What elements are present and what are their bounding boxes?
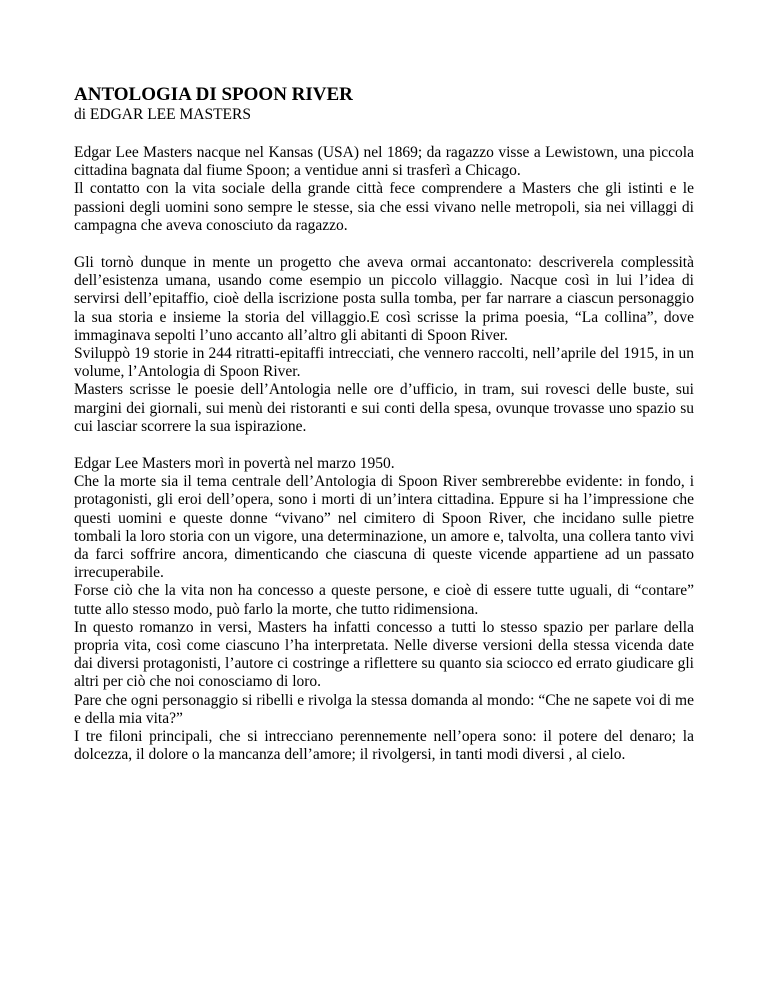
paragraph-equality: Forse ciò che la vita non ha concesso a queste persone, e cioè di essere tutte uguali, di “contare” tutte allo stesso modo, può farlo la morte, che tutto ridimensiona.	[74, 582, 694, 618]
paragraph-question: Pare che ogni personaggio si ribelli e rivolga la stessa domanda al mondo: “Che ne sapete voi di me e della mia vita?”	[74, 691, 694, 727]
section-gap	[74, 436, 694, 455]
paragraph-verse-novel: In questo romanzo in versi, Masters ha infatti concesso a tutti lo stesso spazio per parlare della propria vita, così come ciascuno l’ha interpretata. Nelle diverse versioni della stessa vicenda date dai diversi protagonisti, l’autore ci costringe a riflettere su quanto sia sciocco ed errato giudicare gli altri per ciò che noi conosciamo di loro.	[74, 618, 694, 691]
document-body	[74, 84, 694, 765]
paragraph-themes: I tre filoni principali, che si intrecciano perennemente nell’opera sono: il potere del denaro; la dolcezza, il dolore o la mancanza dell’amore; il rivolgersi, in tanti modi diversi , al cielo.	[74, 728, 694, 764]
paragraph-project: Gli tornò dunque in mente un progetto che aveva ormai accantonato: descriverela complessità dell’esistenza umana, usando come esempio un piccolo villaggio. Nacque così in lui l’idea di servirsi dell’epitaffio, cioè della iscrizione posta sulla tomba, per far narrare a ciascun personaggio la sua storia e insieme la storia del villaggio.E così scrisse la prima poesia, “La collina”, dove immaginava sepolti l’uno accanto all’altro gli abitanti di Spoon River.	[74, 254, 694, 344]
paragraph-death: Edgar Lee Masters morì in povertà nel marzo 1950.	[74, 455, 395, 473]
paragraph-stories: Sviluppò 19 storie in 244 ritratti-epitaffi intrecciati, che vennero raccolti, nell’aprile del 1915, in un volume, l’Antologia di Spoon River.	[74, 345, 694, 381]
paragraph-writing-habits: Masters scrisse le poesie dell’Antologia nelle ore d’ufficio, in tram, sui rovesci delle buste, sui margini dei giornali, sui menù dei ristoranti e sui conti della spesa, ovunque trovasse uno spazio su cui lasciar scorrere la sua ispirazione.	[74, 381, 694, 435]
document-title: ANTOLOGIA DI SPOON RIVER	[74, 84, 353, 105]
paragraph-birth: Edgar Lee Masters nacque nel Kansas (USA) nel 1869; da ragazzo visse a Lewistown, una piccola cittadina bagnata dal fiume Spoon; a ventidue anni si trasferì a Chicago.	[74, 144, 694, 180]
paragraph-central-theme: Che la morte sia il tema centrale dell’Antologia di Spoon River sembrerebbe evidente: in fondo, i protagonisti, gli eroi dell’opera, sono i morti di un’intera cittadina. Eppure si ha l’impressione che questi uomini e queste donne “vivano” nel cimitero di Spoon River, che incidano sulle pietre tombali la loro storia con un vigore, una determinazione, un amore e, talvolta, una collera tanto vivi da farci soffrire ancora, dimenticando che ciascuna di queste vicende appartiene ad un passato irrecuperabile.	[74, 473, 694, 582]
paragraph-city-life: Il contatto con la vita sociale della grande città fece comprendere a Masters che gli istinti e le passioni degli uomini sono sempre le stesse, sia che essi vivano nelle metropoli, sia nei villaggi di campagna che aveva conosciuto da ragazzo.	[74, 180, 694, 234]
author-line: di EDGAR LEE MASTERS	[74, 106, 251, 123]
section-gap	[74, 235, 694, 254]
